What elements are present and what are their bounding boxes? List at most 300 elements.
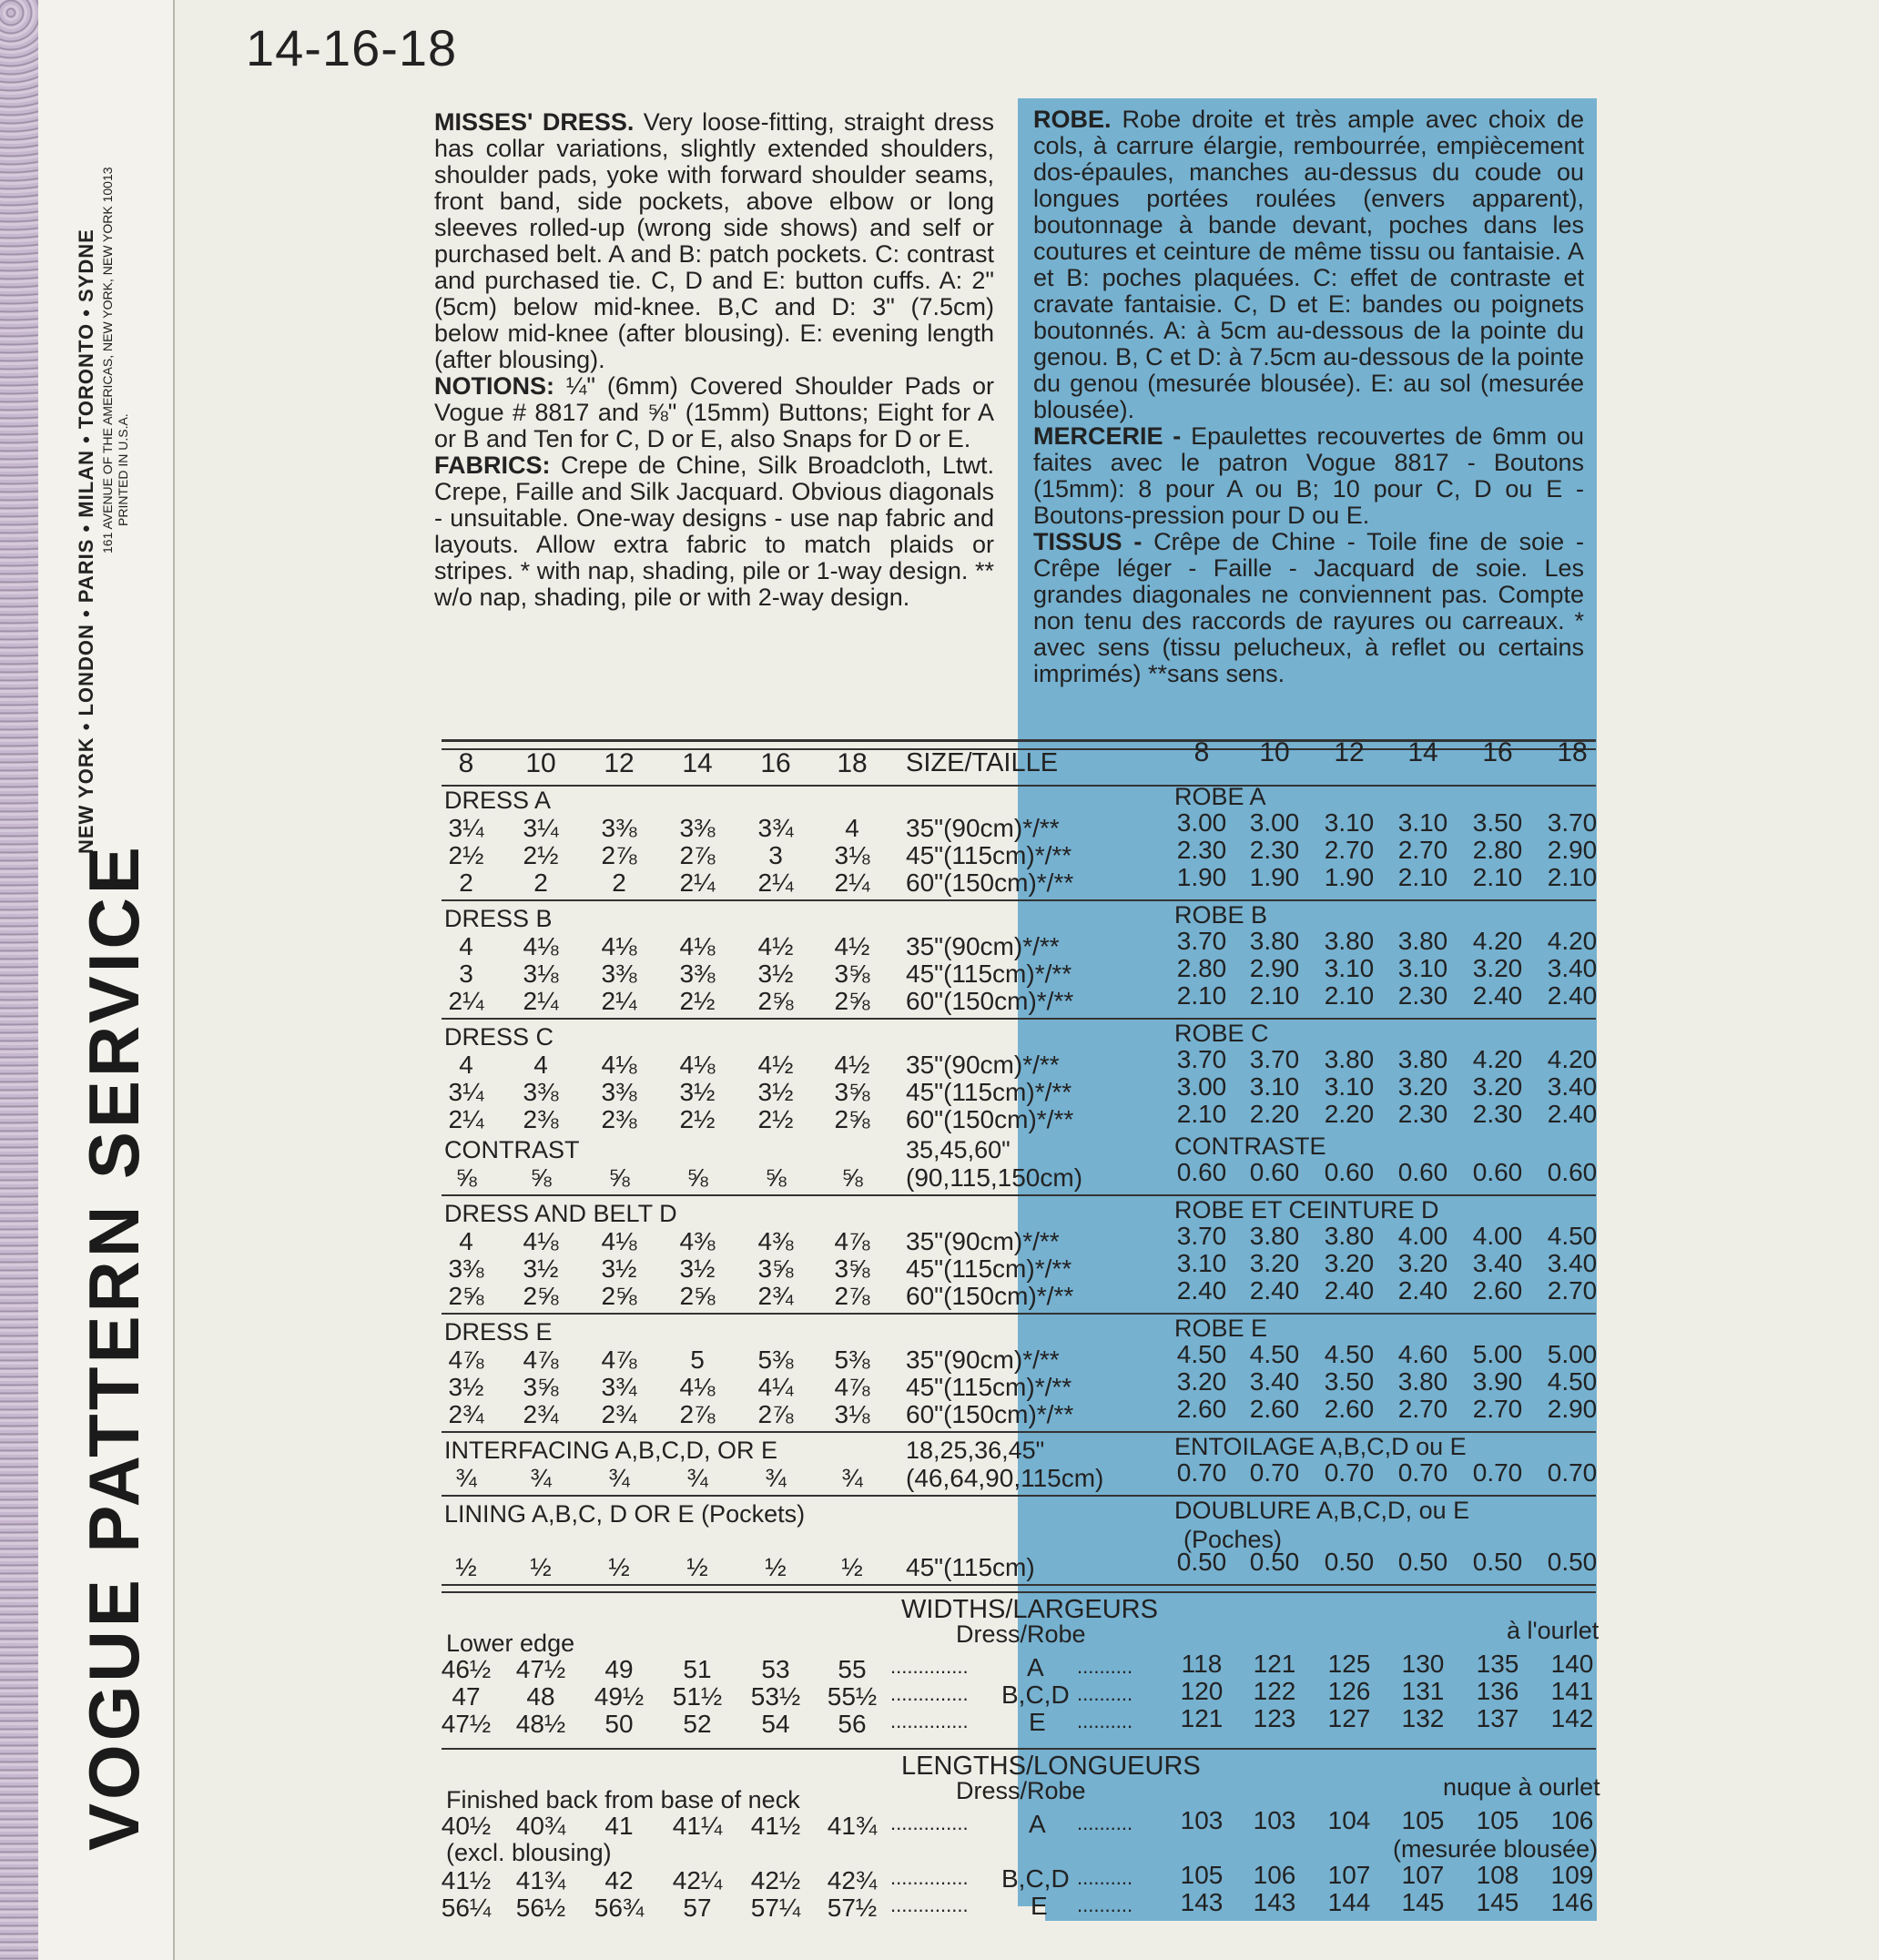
yardage-cell: 3⅝ xyxy=(834,1254,870,1283)
metric-cell: 3.00 xyxy=(1176,808,1227,837)
metric-cell: 2.10 xyxy=(1249,981,1300,1010)
yardage-cell: ½ xyxy=(765,1553,787,1581)
section-label-en: DRESS AND BELT D xyxy=(444,1200,677,1227)
fabric-width: 60"(150cm)*/** xyxy=(906,1400,1074,1428)
yardage-cell: 3¾ xyxy=(601,1373,637,1401)
inch-cell: 41¾ xyxy=(827,1812,878,1840)
metric-cell: 2.10 xyxy=(1176,1100,1227,1128)
yardage-cell: 4⅛ xyxy=(523,1227,559,1255)
yardage-cell: 4⅛ xyxy=(601,1051,637,1079)
yardage-cell: 2½ xyxy=(679,1105,716,1133)
notions-label: NOTIONS: xyxy=(434,372,554,400)
metric-cell: 4.50 xyxy=(1176,1340,1227,1368)
french-description xyxy=(1033,107,1584,687)
metric-cell: 2.40 xyxy=(1249,1276,1300,1305)
metric-cell: 4.20 xyxy=(1547,1045,1598,1073)
section-label-en: DRESS C xyxy=(444,1023,554,1051)
yardage-cell: 3½ xyxy=(757,1078,794,1106)
fabric-width: 60"(150cm)*/** xyxy=(906,1105,1074,1133)
yardage-cell: 2¾ xyxy=(757,1282,794,1310)
metric-cell: 0.50 xyxy=(1249,1548,1300,1576)
yardage-cell: 4 xyxy=(459,1051,473,1079)
fabrics-text: Crepe de Chine, Silk Broadcloth, Ltwt. Crepe, Faille and Silk Jacquard. Obvious diagonals - unsuitable. One-way designs - use nap fabric and layouts. Allow extra fabric to match plaids or stripes. * with nap, shading, pile or 1-way design. ** w/o nap, shading, pile or with 2-way design. xyxy=(434,452,994,611)
block-right-label: nuque à ourlet xyxy=(1443,1773,1600,1801)
yardage-cell: 4 xyxy=(533,1051,548,1079)
yardage-cell: 5⅜ xyxy=(834,1346,870,1374)
dot-leader-left: .............. xyxy=(890,1682,969,1705)
metric-cell: 0.60 xyxy=(1324,1158,1375,1186)
metric-cell: 3.20 xyxy=(1472,1072,1523,1101)
rule-line xyxy=(442,1584,1596,1586)
cm-cell: 122 xyxy=(1253,1677,1296,1705)
yardage-cell: ¾ xyxy=(455,1464,477,1492)
dot-leader-left: .............. xyxy=(890,1710,969,1732)
metric-cell: 4.20 xyxy=(1472,1045,1523,1073)
fabric-width: 35"(90cm)*/** xyxy=(906,814,1060,842)
yardage-cell: 3½ xyxy=(601,1254,637,1283)
metric-cell: 2.90 xyxy=(1547,1395,1598,1423)
metric-cell: 2.40 xyxy=(1547,981,1598,1010)
yardage-cell: 2⅞ xyxy=(679,1400,716,1428)
yardage-cell: ⅝ xyxy=(841,1163,863,1192)
inch-cell: 41¼ xyxy=(672,1812,723,1840)
view-label: B,C,D xyxy=(1001,1864,1070,1893)
cm-cell: 144 xyxy=(1327,1888,1371,1916)
cm-cell: 105 xyxy=(1180,1861,1224,1889)
yardage-cell: ½ xyxy=(608,1553,630,1581)
size-header-fr: 16 xyxy=(1482,737,1513,767)
cm-cell: 143 xyxy=(1180,1888,1224,1916)
yardage-cell: 2 xyxy=(459,868,473,897)
metric-cell: 3.10 xyxy=(1249,1072,1300,1101)
section-label-fr: ROBE C xyxy=(1174,1020,1269,1047)
fabric-width: 35"(90cm)*/** xyxy=(906,1346,1060,1374)
block-right-label: à l'ourlet xyxy=(1507,1617,1600,1644)
cm-cell: 143 xyxy=(1253,1888,1296,1916)
cm-cell: 123 xyxy=(1253,1704,1296,1732)
yardage-cell: 4⅞ xyxy=(834,1227,870,1255)
metric-cell: 4.50 xyxy=(1547,1367,1598,1396)
rule-line xyxy=(442,1313,1596,1315)
cm-cell: 125 xyxy=(1327,1650,1371,1678)
dot-leader-right: .......... xyxy=(1077,1866,1133,1889)
cm-cell: 105 xyxy=(1401,1806,1445,1834)
english-title: MISSES' DRESS. xyxy=(434,108,635,136)
metric-cell: 2.40 xyxy=(1324,1276,1375,1305)
size-header-fr: 12 xyxy=(1334,737,1365,767)
metric-cell: 3.80 xyxy=(1397,1367,1448,1396)
yardage-cell: 4⅞ xyxy=(834,1373,870,1401)
size-header-fr: 18 xyxy=(1557,737,1588,767)
fabric-width: 35"(90cm)*/** xyxy=(906,1051,1060,1079)
yardage-cell: 5 xyxy=(690,1346,705,1374)
metric-cell: 2.90 xyxy=(1547,836,1598,864)
metric-cell: 3.40 xyxy=(1249,1367,1300,1396)
yardage-cell: 4½ xyxy=(757,1051,794,1079)
inch-cell: 51½ xyxy=(672,1682,723,1711)
yardage-cell: 2¼ xyxy=(679,868,716,897)
yardage-cell: 2¾ xyxy=(601,1400,637,1428)
cm-cell: 107 xyxy=(1401,1861,1445,1889)
yardage-cell: 4⅛ xyxy=(679,1051,716,1079)
fabric-width: 45"(115cm)*/** xyxy=(906,1254,1072,1283)
yardage-cell: 3½ xyxy=(757,960,794,988)
metric-cell: 3.10 xyxy=(1324,1072,1375,1101)
metric-cell: 3.80 xyxy=(1324,927,1375,955)
yardage-cell: 2¼ xyxy=(834,868,870,897)
yardage-cell: 2¼ xyxy=(601,987,637,1015)
fabric-width: 45"(115cm)*/** xyxy=(906,1373,1072,1401)
yardage-cell: ⅝ xyxy=(686,1163,708,1192)
section-label-fr: ROBE ET CEINTURE D xyxy=(1174,1196,1439,1224)
metric-cell: 4.20 xyxy=(1547,927,1598,955)
rule-line xyxy=(442,899,1596,901)
inch-cell: 42½ xyxy=(750,1866,801,1894)
yardage-cell: ¾ xyxy=(686,1464,708,1492)
metric-cell: 2.30 xyxy=(1472,1100,1523,1128)
cm-cell: 131 xyxy=(1401,1677,1445,1705)
metric-cell: 2.70 xyxy=(1472,1395,1523,1423)
inch-cell: 53½ xyxy=(750,1682,801,1711)
inch-cell: 55½ xyxy=(827,1682,878,1711)
fabric-width: (90,115,150cm) xyxy=(906,1163,1083,1192)
metric-cell: 3.70 xyxy=(1249,1045,1300,1073)
yardage-cell: ½ xyxy=(530,1553,552,1581)
size-header-en: 8 xyxy=(458,748,474,778)
section-label-en: DRESS E xyxy=(444,1318,553,1346)
yardage-cell: 4½ xyxy=(834,1051,870,1079)
yardage-cell: 4⅛ xyxy=(601,932,637,960)
section-label-fr: DOUBLURE A,B,C,D, ou E xyxy=(1174,1497,1470,1524)
fabrics-label: FABRICS: xyxy=(434,452,551,479)
fabric-width: 60"(150cm)*/** xyxy=(906,868,1074,897)
metric-cell: 2.10 xyxy=(1472,863,1523,891)
lace-background xyxy=(0,0,38,1960)
yardage-cell: 2 xyxy=(533,868,548,897)
inch-cell: 42¼ xyxy=(672,1866,723,1894)
view-label: E xyxy=(1029,1708,1046,1736)
block-left-label: Lower edge xyxy=(446,1630,575,1657)
french-body: Robe droite et très ample avec choix de cols, à carrure élargie, rembourrée, empiècement dos-épaules, manches au-dessus du coude ou longues portées roulées (envers apparent), boutonnage à bande devant, poches dans les coutures et ceinture de même tissu ou fantaisie. A et B: poches plaquées. C: effet de contraste et cravate fantaisie. C, D et E: bandes ou poignets boutonnés. A: à 5cm au-dessous de la pointe du genou. B, C et D: à 7.5cm au-dessous de la pointe du genou (mesurée blousée). E: au sol (mesurée blousée). xyxy=(1033,106,1584,423)
yardage-cell: 2½ xyxy=(523,841,559,869)
block-left-label-2: (excl. blousing) xyxy=(446,1839,612,1866)
size-header-en: 18 xyxy=(837,748,868,778)
size-range-title: 14-16-18 xyxy=(246,19,458,76)
fabric-width: 60"(150cm)*/** xyxy=(906,1282,1074,1310)
tissus-label: TISSUS - xyxy=(1033,528,1143,555)
metric-cell: 3.20 xyxy=(1249,1249,1300,1277)
metric-cell: 3.70 xyxy=(1176,1222,1227,1250)
yardage-cell: 2⅝ xyxy=(757,987,794,1015)
size-header-en: 12 xyxy=(604,748,635,778)
section-label-fr: CONTRASTE xyxy=(1174,1132,1326,1160)
brand-name: VOGUE PATTERN SERVICE xyxy=(74,843,154,1851)
cm-cell: 106 xyxy=(1550,1806,1594,1834)
width-label: 18,25,36,45" xyxy=(906,1437,1045,1464)
fabric-width: 35"(90cm)*/** xyxy=(906,1227,1060,1255)
yardage-cell: 4⅛ xyxy=(523,932,559,960)
printed-line: PRINTED IN U.S.A. xyxy=(116,413,130,526)
yardage-cell: 3½ xyxy=(448,1373,484,1401)
metric-cell: 1.90 xyxy=(1176,863,1227,891)
section-label-fr: ROBE B xyxy=(1174,901,1268,929)
metric-cell: 2.70 xyxy=(1324,836,1375,864)
metric-cell: 2.80 xyxy=(1472,836,1523,864)
size-header-fr: 14 xyxy=(1407,737,1438,767)
yardage-cell: 3⅝ xyxy=(834,960,870,988)
cm-cell: 108 xyxy=(1476,1861,1519,1889)
yardage-cell: 2¼ xyxy=(448,1105,484,1133)
block-subheading: Dress/Robe xyxy=(956,1777,1086,1804)
metric-cell: 0.70 xyxy=(1547,1458,1598,1487)
yardage-cell: 4½ xyxy=(757,932,794,960)
yardage-cell: 3½ xyxy=(523,1254,559,1283)
yardage-cell: 4⅞ xyxy=(601,1346,637,1374)
view-label: A xyxy=(1029,1810,1046,1838)
view-label: E xyxy=(1031,1892,1048,1920)
address-line: 161 AVENUE OF THE AMERICAS, NEW YORK, NEW YORK 10013 xyxy=(100,167,115,553)
metric-cell: 3.80 xyxy=(1249,927,1300,955)
yardage-cell: 3⅜ xyxy=(679,814,716,842)
yardage-cell: 2⅞ xyxy=(601,841,637,869)
section-label-en: CONTRAST xyxy=(444,1136,580,1163)
metric-cell: 4.00 xyxy=(1397,1222,1448,1250)
block-heading: LENGTHS/LONGUEURS xyxy=(901,1752,1201,1781)
cm-cell: 106 xyxy=(1253,1861,1296,1889)
yardage-cell: ¾ xyxy=(530,1464,552,1492)
fabric-width: 45"(115cm)*/** xyxy=(906,1078,1072,1106)
yardage-cell: 2⅝ xyxy=(601,1282,637,1310)
yardage-cell: 4⅛ xyxy=(679,1373,716,1401)
metric-cell: 3.80 xyxy=(1324,1045,1375,1073)
inch-cell: 51 xyxy=(683,1655,712,1683)
yardage-cell: 4⅛ xyxy=(601,1227,637,1255)
yardage-cell: 2½ xyxy=(679,987,716,1015)
view-label: A xyxy=(1027,1653,1044,1681)
inch-cell: 41½ xyxy=(441,1866,492,1894)
metric-cell: 3.20 xyxy=(1472,954,1523,982)
yardage-cell: 3⅛ xyxy=(834,1400,870,1428)
metric-cell: 2.10 xyxy=(1547,863,1598,891)
yardage-cell: 2½ xyxy=(448,841,484,869)
inch-cell: 41 xyxy=(604,1812,634,1840)
yardage-cell: 4⅞ xyxy=(523,1346,559,1374)
metric-cell: 0.50 xyxy=(1176,1548,1227,1576)
yardage-cell: 3⅜ xyxy=(601,1078,637,1106)
dot-leader-left: .............. xyxy=(890,1812,969,1834)
english-description xyxy=(434,109,994,611)
inch-cell: 52 xyxy=(683,1710,712,1738)
metric-cell: 2.40 xyxy=(1547,1100,1598,1128)
cm-cell: 107 xyxy=(1327,1861,1371,1889)
yardage-cell: 2¼ xyxy=(523,987,559,1015)
inch-cell: 40½ xyxy=(441,1812,492,1840)
metric-cell: 2.30 xyxy=(1397,1100,1448,1128)
view-label: B,C,D xyxy=(1001,1681,1070,1709)
cm-cell: 146 xyxy=(1550,1888,1594,1916)
yardage-cell: 3⅝ xyxy=(757,1254,794,1283)
metric-cell: 0.60 xyxy=(1472,1158,1523,1186)
yardage-cell: 2 xyxy=(612,868,626,897)
yardage-cell: 2⅞ xyxy=(679,841,716,869)
mercerie-text: Epaulettes recouvertes de 6mm ou faites avec le patron Vogue 8817 - Boutons (15mm): 8 pour A ou B; 10 pour C, D ou E - Boutons-pression pour D ou E. xyxy=(1033,422,1584,529)
metric-cell: 2.70 xyxy=(1547,1276,1598,1305)
metric-cell: 2.10 xyxy=(1176,981,1227,1010)
section-label-en: INTERFACING A,B,C,D, OR E xyxy=(444,1437,778,1464)
dot-leader-right: .......... xyxy=(1077,1710,1133,1732)
metric-cell: 3.40 xyxy=(1547,954,1598,982)
inch-cell: 41¾ xyxy=(515,1866,566,1894)
fabric-width: 45"(115cm)*/** xyxy=(906,960,1072,988)
width-label: 35,45,60" xyxy=(906,1136,1011,1163)
cm-cell: 140 xyxy=(1550,1650,1594,1678)
size-header-en: 16 xyxy=(760,748,791,778)
cm-cell: 130 xyxy=(1401,1650,1445,1678)
cm-cell: 145 xyxy=(1401,1888,1445,1916)
yardage-cell: 2⅞ xyxy=(757,1400,794,1428)
metric-cell: 2.20 xyxy=(1249,1100,1300,1128)
yardage-cell: 3½ xyxy=(679,1254,716,1283)
metric-cell: 0.70 xyxy=(1397,1458,1448,1487)
cm-cell: 136 xyxy=(1476,1677,1519,1705)
inch-cell: 46½ xyxy=(441,1655,492,1683)
metric-cell: 2.70 xyxy=(1397,836,1448,864)
metric-cell: 4.50 xyxy=(1249,1340,1300,1368)
yardage-cell: 4½ xyxy=(834,932,870,960)
yardage-cell: 3⅜ xyxy=(523,1078,559,1106)
metric-cell: 4.00 xyxy=(1472,1222,1523,1250)
metric-cell: 0.60 xyxy=(1397,1158,1448,1186)
cm-cell: 105 xyxy=(1476,1806,1519,1834)
dot-leader-right: .......... xyxy=(1077,1655,1133,1678)
cm-cell: 120 xyxy=(1180,1677,1224,1705)
fabric-width: 60"(150cm)*/** xyxy=(906,987,1074,1015)
yardage-cell: ¾ xyxy=(608,1464,630,1492)
yardage-cell: ⅝ xyxy=(765,1163,787,1192)
inch-cell: 54 xyxy=(761,1710,790,1738)
cm-cell: 127 xyxy=(1327,1704,1371,1732)
yardage-cell: 3⅝ xyxy=(523,1373,559,1401)
yardage-cell: 2⅝ xyxy=(679,1282,716,1310)
english-body: Very loose-fitting, straight dress has collar variations, slightly extended shoulders, shoulder pads, yoke with forward shoulder seams, front band, side pockets, above elbow or long sleeves rolled-up (wrong side shows) and self or purchased belt. A and B: patch pockets. C: contrast and purchased tie. C, D and E: button cuffs. A: 2" (5cm) below mid-knee. B,C and D: 3" (7.5cm) below mid-knee (after blousing). E: evening length (after blousing). xyxy=(434,108,994,373)
metric-cell: 0.60 xyxy=(1176,1158,1227,1186)
metric-cell: 2.30 xyxy=(1176,836,1227,864)
metric-cell: 2.30 xyxy=(1249,836,1300,864)
yardage-cell: 3 xyxy=(768,841,783,869)
section-label-fr-sub: (Poches) xyxy=(1183,1526,1283,1553)
size-header-fr: 8 xyxy=(1193,737,1210,767)
yardage-cell: 4 xyxy=(459,1227,473,1255)
yardage-cell: 4⅛ xyxy=(679,932,716,960)
yardage-cell: ½ xyxy=(455,1553,477,1581)
metric-cell: 3.80 xyxy=(1249,1222,1300,1250)
metric-cell: 3.80 xyxy=(1397,1045,1448,1073)
section-label-en: DRESS B xyxy=(444,905,553,932)
metric-cell: 3.00 xyxy=(1176,1072,1227,1101)
yardage-cell: 3⅛ xyxy=(523,960,559,988)
metric-cell: 1.90 xyxy=(1249,863,1300,891)
yardage-cell: 2⅝ xyxy=(448,1282,484,1310)
inch-cell: 41½ xyxy=(750,1812,801,1840)
metric-cell: 0.60 xyxy=(1547,1158,1598,1186)
metric-cell: 3.90 xyxy=(1472,1367,1523,1396)
metric-cell: 0.70 xyxy=(1324,1458,1375,1487)
address-block xyxy=(100,167,131,553)
metric-cell: 0.50 xyxy=(1397,1548,1448,1576)
cm-cell: 126 xyxy=(1327,1677,1371,1705)
size-label: SIZE/TAILLE xyxy=(906,748,1059,777)
metric-cell: 3.40 xyxy=(1547,1249,1598,1277)
sidebar xyxy=(38,0,175,1960)
fabric-width: 35"(90cm)*/** xyxy=(906,932,1060,960)
inch-cell: 40¾ xyxy=(515,1812,566,1840)
cm-cell: 121 xyxy=(1253,1650,1296,1678)
metric-cell: 0.70 xyxy=(1472,1458,1523,1487)
section-label-fr: ROBE E xyxy=(1174,1315,1268,1342)
yardage-cell: 2⅝ xyxy=(834,1105,870,1133)
cm-cell: 137 xyxy=(1476,1704,1519,1732)
metric-cell: 2.10 xyxy=(1397,863,1448,891)
yardage-cell: 3⅜ xyxy=(601,960,637,988)
metric-cell: 2.60 xyxy=(1324,1395,1375,1423)
metric-cell: 4.20 xyxy=(1472,927,1523,955)
yardage-cell: ⅝ xyxy=(530,1163,552,1192)
yardage-cell: ½ xyxy=(841,1553,863,1581)
metric-cell: 3.40 xyxy=(1472,1249,1523,1277)
yardage-cell: 4⅜ xyxy=(679,1227,716,1255)
inch-cell: 57½ xyxy=(827,1894,878,1922)
yardage-cell: ¾ xyxy=(765,1464,787,1492)
rule-line xyxy=(442,1748,1596,1750)
yardage-cell: ⅝ xyxy=(455,1163,477,1192)
dot-leader-right: .......... xyxy=(1077,1682,1133,1705)
inch-cell: 50 xyxy=(604,1710,634,1738)
size-header-en: 10 xyxy=(525,748,556,778)
yardage-cell: 3⅜ xyxy=(448,1254,484,1283)
metric-cell: 0.70 xyxy=(1176,1458,1227,1487)
metric-cell: 4.60 xyxy=(1397,1340,1448,1368)
inch-cell: 49 xyxy=(604,1655,634,1683)
metric-cell: 2.20 xyxy=(1324,1100,1375,1128)
metric-cell: 3.00 xyxy=(1249,808,1300,837)
french-title: ROBE. xyxy=(1033,106,1112,133)
cm-cell: 121 xyxy=(1180,1704,1224,1732)
yardage-cell: 3 xyxy=(459,960,473,988)
yardage-cell: 3⅝ xyxy=(834,1078,870,1106)
yardage-cell: 3⅜ xyxy=(601,814,637,842)
metric-cell: 2.30 xyxy=(1397,981,1448,1010)
block-subheading: Dress/Robe xyxy=(956,1620,1086,1648)
metric-cell: 0.70 xyxy=(1249,1458,1300,1487)
cm-cell: 103 xyxy=(1180,1806,1224,1834)
mercerie-label: MERCERIE - xyxy=(1033,422,1182,450)
yardage-cell: 3⅜ xyxy=(679,960,716,988)
metric-cell: 0.50 xyxy=(1324,1548,1375,1576)
metric-cell: 3.20 xyxy=(1397,1072,1448,1101)
yardage-cell: 3¼ xyxy=(448,814,484,842)
metric-cell: 3.50 xyxy=(1324,1367,1375,1396)
metric-cell: 2.90 xyxy=(1249,954,1300,982)
inch-cell: 49½ xyxy=(594,1682,645,1711)
cm-cell: 118 xyxy=(1181,1650,1223,1678)
metric-cell: 0.50 xyxy=(1472,1548,1523,1576)
cm-cell: 104 xyxy=(1327,1806,1371,1834)
yardage-cell: 4 xyxy=(845,814,859,842)
inch-cell: 48½ xyxy=(515,1710,566,1738)
metric-cell: 2.40 xyxy=(1472,981,1523,1010)
yardage-cell: ½ xyxy=(686,1553,708,1581)
section-label-fr: ROBE A xyxy=(1174,783,1266,810)
